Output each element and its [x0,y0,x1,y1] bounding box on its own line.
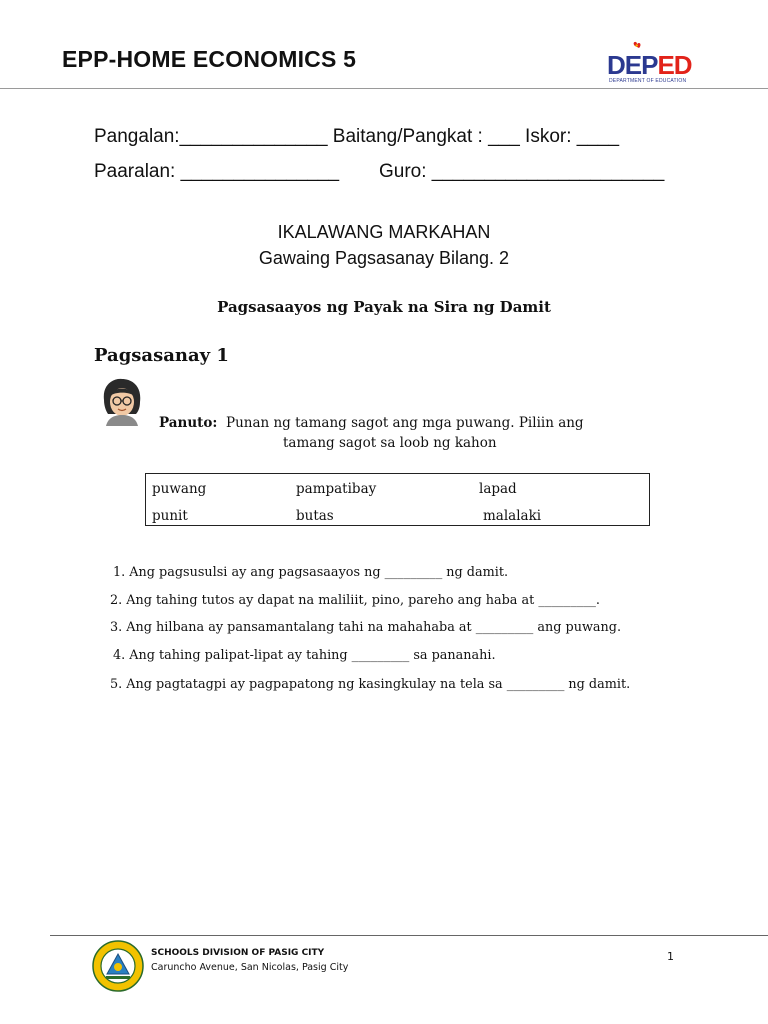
teacher-field: Guro: ______________________ [379,161,665,182]
instructions-text-2: tamang sagot sa loob ng kahon [283,435,497,451]
division-seal-icon [92,940,144,992]
word-choice: lapad [479,481,517,497]
lesson-title: Pagsasaayos ng Payak na Sira ng Damit [217,298,551,316]
teacher-avatar-icon [100,378,144,426]
question-item-3: 3. Ang hilbana ay pansamantalang tahi na mahahaba at _________ ang puwang. [110,620,622,635]
document-title: EPP-HOME ECONOMICS 5 [62,46,357,72]
word-choice: puwang [152,481,207,497]
page-number: 1 [667,950,674,963]
word-choice-box [145,473,650,526]
division-address: Caruncho Avenue, San Nicolas, Pasig City [151,962,349,973]
deped-logo [607,40,701,88]
logo-dep-text: DEP [607,50,658,80]
logo-wordmark [607,50,692,81]
question-item-1: 1. Ang pagsusulsi ay ang pagsasaayos ng _________ ng damit. [113,565,509,580]
name-grade-score-line: Pangalan:______________ Baitang/Pangkat : ___ Iskor: ____ [94,126,620,147]
word-choice: butas [296,508,334,524]
instructions-text: Punan ng tamang sagot ang mga puwang. Piliin ang [225,415,584,431]
logo-subtitle: DEPARTMENT OF EDUCATION [609,78,687,84]
section-heading: Pagsasanay 1 [94,345,229,366]
footer-divider [50,935,768,936]
instructions [159,413,639,453]
instructions-label: Panuto: [159,415,218,431]
question-item-2: 2. Ang tahing tutos ay dapat na maliliit, pino, pareho ang haba at _________. [110,593,600,608]
activity-title: Gawaing Pagsasanay Bilang. 2 [258,248,510,268]
logo-ed-text: ED [657,50,692,80]
word-choice: pampatibay [296,481,377,497]
division-name: SCHOOLS DIVISION OF PASIG CITY [151,948,325,958]
school-field: Paaralan: _______________ [94,161,340,182]
word-choice: punit [152,508,188,524]
word-choice: malalaki [483,508,542,524]
quarter-title: IKALAWANG MARKAHAN [277,222,491,242]
header-divider [0,88,768,89]
question-item-5: 5. Ang pagtatagpi ay pagpapatong ng kasingkulay na tela sa _________ ng damit. [110,677,631,692]
question-item-4: 4. Ang tahing palipat-lipat ay tahing _________ sa pananahi. [113,648,496,663]
